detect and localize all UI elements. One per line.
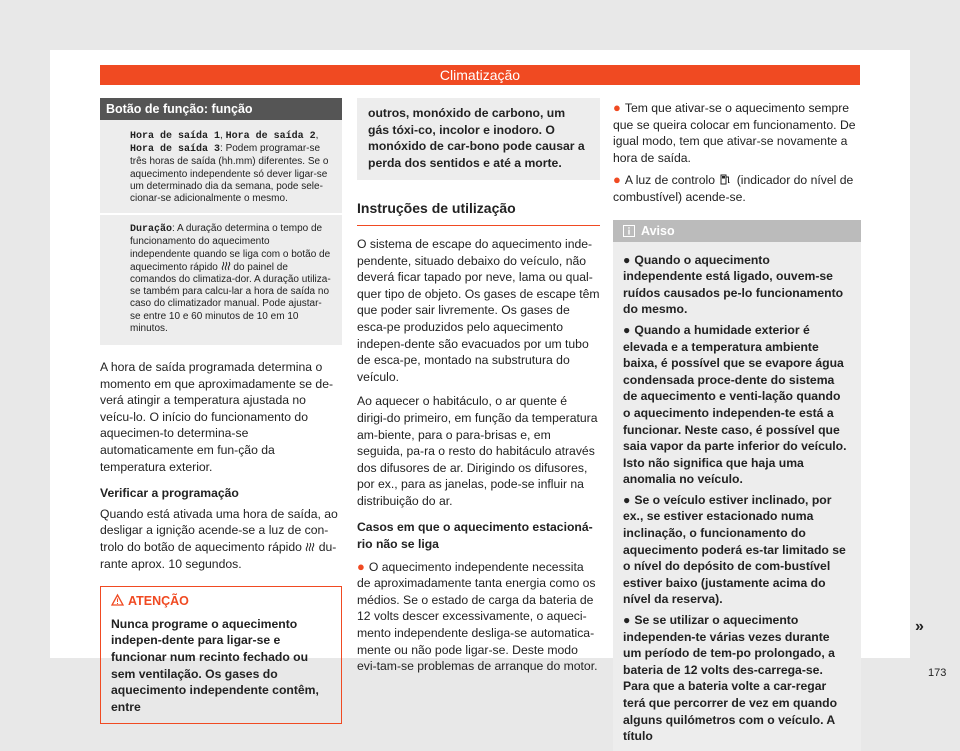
list-item	[623, 252, 851, 318]
bullet-dot-icon: ●	[613, 100, 621, 115]
key-separator: ,	[220, 130, 226, 141]
paragraph-text: Quando está ativada uma hora de saída, ao desligar a ignição acende-se a luz de con-trolo do botão de aquecimento rápido	[100, 506, 338, 554]
duration-key: Duração	[130, 224, 173, 236]
departure-time-1-key: Hora de saída 1	[130, 131, 221, 142]
list-item-text: A luz de controlo	[624, 173, 715, 188]
list-item	[613, 172, 861, 205]
table-divider	[100, 213, 342, 215]
warning-box	[100, 586, 342, 724]
subheading: Casos em que o aquecimento estacioná-rio não se liga	[357, 520, 593, 552]
warning-text: Nunca programe o aquecimento indepen-dente para ligar-se e funcionar num recinto fechado ou sem ventilação. Os gases do aquecimento independente contêm, entre	[111, 616, 319, 714]
list-item-text: Tem que ativar-se o aquecimento sempre que se queira colocar em funcionamento. De igual modo, tem que ativar-se novamente a hora de saída.	[613, 101, 856, 165]
function-table	[100, 120, 342, 345]
rapid-heat-icon	[221, 261, 231, 271]
bullet-dot-icon: ●	[623, 613, 631, 628]
list-item-text: (indicador do nível de combustível) acende-se.	[613, 173, 854, 204]
table-row	[130, 126, 332, 209]
warning-triangle-icon	[111, 594, 124, 606]
note-title: Aviso	[641, 223, 675, 238]
info-icon	[623, 225, 635, 237]
list-item	[613, 100, 861, 166]
fuel-pump-icon	[720, 174, 731, 185]
table-row	[130, 219, 332, 339]
list-item-text: O aquecimento independente necessita de aproximadamente tanta energia como os médios. Se o estado de carga da bateria de 12 volts descer excessivamente, o aqueci-mento independente desliga-se automatica-mente ou não pode ligar-se. Deste modo evi-tam-se problemas de arranque do motor.	[357, 559, 598, 674]
note-box	[613, 220, 861, 751]
column-middle	[357, 98, 600, 675]
warning-continuation: outros, monóxido de carbono, um gás tóxi-co, incolor e inodoro. O monóxido de car-bono pode causar a perda dos sentidos e até a morte.	[357, 98, 600, 180]
paragraph-text: du-rante aprox. 10 segundos.	[100, 539, 337, 571]
list-item-text: Se se utilizar o aquecimento independen-te várias vezes durante um período de tem-po prolongado, a bateria de 12 volts des-carrega-se. Para que a bateria volte a car-regar terá que percorrer de vez em quando alguns quilómetros com o veículo. A título	[623, 613, 838, 744]
list-item	[623, 322, 851, 488]
paragraph: O sistema de escape do aquecimento inde-pendente, situado debaixo do veículo, não deverá ficar tapado por neve, lama ou qual-quer tipo de objeto. Os gases de escape têm que poder sair livremente. Os gases de esca-pe produzidos pelo aquecimento indepen-dente são evacuados por um tubo de esca-pe, montado na substrutura do veículo.	[357, 236, 600, 384]
paragraph	[100, 506, 342, 572]
list-item	[623, 492, 851, 608]
paragraph: A hora de saída programada determina o momento em que aproximadamente se de-verá atingir a temperatura ajustada no veícu-lo. O início do funcionamento do aquecimen-to determina-se automaticamente em fun-ção da temperatura exterior.	[100, 360, 334, 474]
page-number: 173	[928, 667, 947, 679]
instructions-title: Instruções de utilização	[357, 200, 600, 226]
continue-mark: »	[915, 618, 924, 635]
note-header	[613, 220, 861, 242]
section-title: Botão de função: função	[100, 98, 342, 120]
bullet-dot-icon: ●	[623, 322, 631, 337]
rapid-heat-icon	[305, 542, 315, 552]
paragraph: Ao aquecer o habitáculo, o ar quente é dirigi-do primeiro, em função da temperatura am-biente, para o para-brisas e, em seguida, pa-ra o resto do habitáculo através dos difusores de ar. Dirigindo os difusores, por ex., para as janelas, pode-se influir na distribuição do ar.	[357, 394, 598, 508]
list-item-text: Quando a humidade exterior é elevada e a temperatura ambiente baixa, é possível que se evapore água condensada proce-dente do sistema de aquecimento e venti-lação quando o aquecimento independen-te está a funcionar. Neste caso, é possível que saia vapor da parte inferior do veículo. Isto não significa que haja uma anomalia no veículo.	[623, 322, 847, 487]
list-item	[623, 612, 851, 745]
manual-page	[50, 50, 947, 744]
page-header-title: Climatização	[100, 65, 860, 85]
departure-time-3-key: Hora de saída 3	[130, 144, 221, 156]
duration-description-a: : A duração determina o tempo de funcionamento do aquecimento independente quando se liga com o botão de aquecimento rápido	[130, 223, 331, 273]
column-right	[613, 98, 861, 751]
list-item-text: Se o veículo estiver inclinado, por ex., se estiver estacionado numa inclinação, o funcionamento do aquecimento poderá es-tar limitado se o nível do depósito de com-bustível estiver baixo (justamente acima do nível da reserva).	[623, 492, 846, 607]
departure-time-2-key: Hora de saída 2	[225, 131, 316, 142]
bullet-dot-icon: ●	[623, 252, 631, 267]
note-body	[613, 242, 861, 751]
list-item	[357, 559, 600, 675]
bullet-dot-icon: ●	[357, 558, 365, 574]
column-left	[100, 98, 342, 724]
list-item-text: Quando o aquecimento independente está ligado, ouvem-se ruídos causados pe-lo funcionamento do mesmo.	[623, 252, 844, 317]
warning-title: ATENÇÃO	[128, 594, 189, 609]
bullet-dot-icon: ●	[623, 492, 631, 507]
duration-description-b: do painel de comandos do climatiza-dor. A duração utiliza-se também para calcu-lar a hora de saída no caso do climatizador manual. Pode ajustar-se entre 10 e 60 minutos de 10 em 10 minutos.	[130, 261, 331, 334]
bullet-dot-icon: ●	[613, 172, 621, 188]
key-separator: ,	[315, 130, 319, 141]
departure-time-description: : Podem programar-se três horas de saída (hh.mm) diferentes. Se o aquecimento independente só dever ligar-se um determinado dia da semana, pode sele-cionar-se adicionalmente o mesmo.	[130, 143, 329, 205]
subheading: Verificar a programação	[100, 486, 239, 501]
warning-header	[101, 587, 341, 614]
